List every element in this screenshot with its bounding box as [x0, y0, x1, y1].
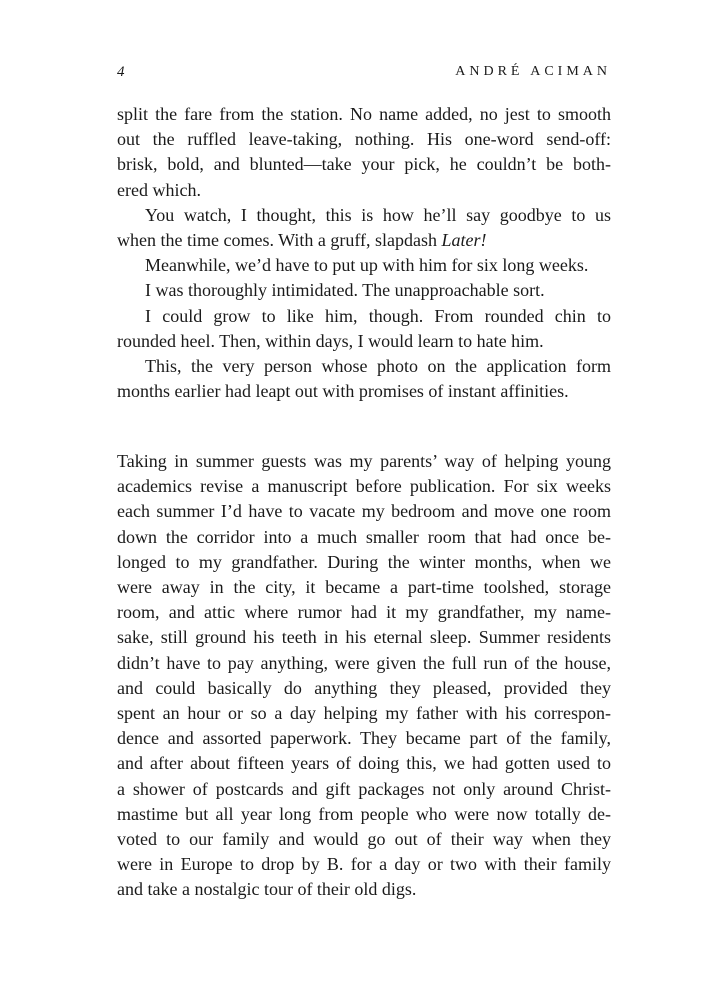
text-line: out the ruffled leave-taking, nothing. His one-word send-off:: [117, 129, 611, 150]
paragraph-start: You watch, I thought, this is how he’ll say goodbye to us: [145, 204, 611, 225]
text-line: voted to our family and would go out of their way when they: [117, 829, 611, 850]
paragraph-start: This, the very person whose photo on the application form: [145, 356, 611, 377]
text-line: and could basically do anything they pleased, provided they: [117, 677, 611, 698]
text-line: sake, still ground his teeth in his eternal sleep. Summer residents: [117, 627, 611, 648]
text-line: were in Europe to drop by B. for a day or two with their family: [117, 854, 611, 875]
text-line: months earlier had leapt out with promises of instant affinities.: [117, 381, 569, 402]
text-line: were away in the city, it became a part-time toolshed, storage: [117, 577, 611, 598]
text-line: each summer I’d have to vacate my bedroom and move one room: [117, 501, 611, 522]
text-line: ered which.: [117, 179, 201, 200]
text-line: and after about fifteen years of doing this, we had gotten used to: [117, 753, 611, 774]
text-section-2: [117, 449, 611, 903]
text-line: [117, 228, 611, 253]
text-line: rounded heel. Then, within days, I would learn to hate him.: [117, 330, 544, 351]
text-line: spent an hour or so a day helping my father with his correspon-: [117, 703, 611, 724]
text-line: brisk, bold, and blunted—take your pick, he couldn’t be both-: [117, 154, 611, 175]
text-line: split the fare from the station. No name added, no jest to smooth: [117, 104, 611, 124]
text-fragment: when the time comes. With a gruff, slapdash: [117, 230, 442, 251]
text-line: dence and assorted paperwork. They became part of the family,: [117, 728, 611, 749]
paragraph-start: Meanwhile, we’d have to put up with him for six long weeks.: [145, 255, 589, 276]
text-line: academics revise a manuscript before publication. For six weeks: [117, 476, 611, 497]
paragraph-start: I was thoroughly intimidated. The unapproachable sort.: [145, 280, 545, 301]
text-line: didn’t have to pay anything, were given the full run of the house,: [117, 652, 611, 673]
text-line: longed to my grandfather. During the winter months, when we: [117, 551, 611, 572]
text-section-1: [117, 102, 611, 404]
running-head: [117, 64, 611, 84]
text-line: room, and attic where rumor had it my grandfather, my name-: [117, 602, 611, 623]
text-line: down the corridor into a much smaller room that had once be-: [117, 526, 611, 547]
paragraph-start: I could grow to like him, though. From rounded chin to: [145, 305, 611, 326]
page-number: 4: [117, 64, 125, 80]
text-line: mastime but all year long from people who were now totally de-: [117, 803, 611, 824]
text-line: Taking in summer guests was my parents’ way of helping young: [117, 451, 611, 471]
italic-text: Later!: [441, 230, 487, 251]
text-line: and take a nostalgic tour of their old digs.: [117, 879, 417, 900]
running-head-author: ANDRÉ ACIMAN: [455, 64, 611, 79]
text-line: a shower of postcards and gift packages not only around Christ-: [117, 778, 611, 799]
